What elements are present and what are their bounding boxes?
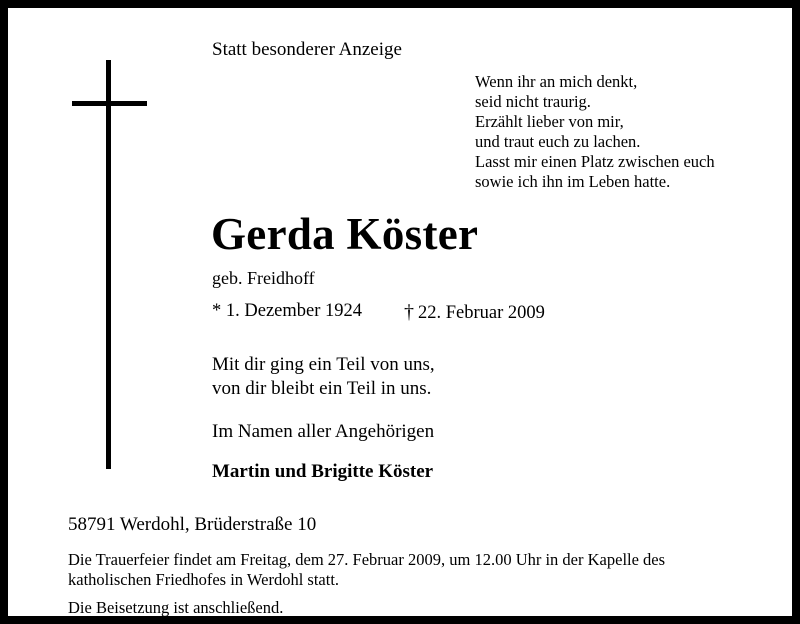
poem-line: Wenn ihr an mich denkt, (475, 72, 638, 91)
death-date-line (404, 301, 545, 324)
cross-icon-horizontal (72, 101, 147, 106)
poem-line: seid nicht traurig. (475, 92, 591, 111)
funeral-notice (68, 550, 665, 590)
poem-line: Erzählt lieber von mir, (475, 112, 624, 131)
poem-line: sowie ich ihn im Leben hatte. (475, 172, 671, 191)
verse-line: Mit dir ging ein Teil von uns, (212, 354, 435, 375)
verse-line: von dir bleibt ein Teil in uns. (212, 378, 432, 399)
funeral-notice-line: katholischen Friedhofes in Werdohl statt. (68, 570, 340, 589)
mourners-names: Martin und Brigitte Köster (212, 461, 434, 482)
deceased-name: Gerda Köster (211, 209, 479, 259)
address: 58791 Werdohl, Brüderstraße 10 (68, 514, 317, 535)
birth-name: geb. Freidhoff (212, 268, 315, 288)
dagger-icon: † (404, 301, 414, 323)
death-date: 22. Februar 2009 (418, 303, 545, 323)
poem (475, 72, 715, 192)
verse (212, 353, 435, 401)
funeral-notice-line: Die Trauerfeier findet am Freitag, dem 27. Februar 2009, um 12.00 Uhr in der Kapelle des (68, 550, 666, 569)
poem-line: Lasst mir einen Platz zwischen euch (475, 152, 715, 171)
birth-date: * 1. Dezember 1924 (212, 301, 363, 321)
burial-notice: Die Beisetzung ist anschließend. (68, 598, 284, 617)
cross-icon-vertical (106, 60, 111, 469)
poem-line: und traut euch zu lachen. (475, 132, 641, 151)
relatives-line: Im Namen aller Angehörigen (212, 421, 435, 442)
header-line: Statt besonderer Anzeige (212, 39, 402, 60)
